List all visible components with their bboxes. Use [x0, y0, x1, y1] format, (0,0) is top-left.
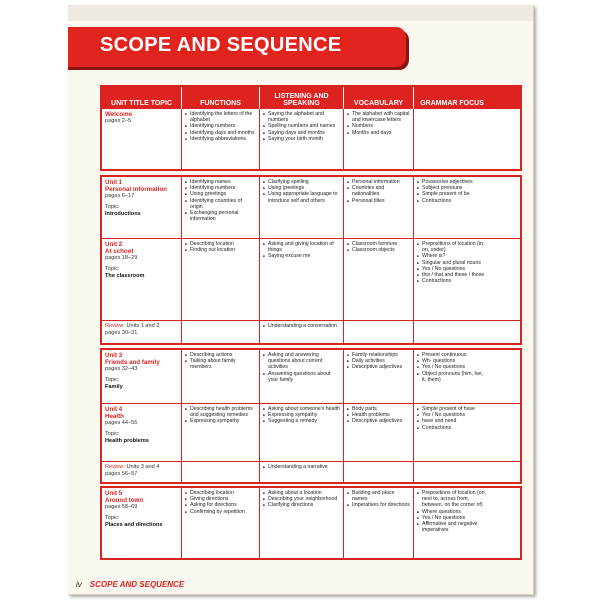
- topic-value: Health problems: [105, 438, 149, 445]
- list-item: ■ Identifying abbreviations: [185, 136, 256, 142]
- list-item: ■ The alphabet with capital and lowercase letters: [347, 111, 410, 123]
- functions-cell: [182, 321, 260, 343]
- unit-label: Unit 2: [105, 241, 123, 248]
- page-number: iv: [76, 580, 82, 589]
- list-item: ■ Subject pronouns: [417, 185, 487, 191]
- review-units: Units 3 and 4: [126, 464, 160, 470]
- listening-cell: [260, 404, 344, 461]
- list-item: ■ Identifying the letters of the alphabet: [185, 111, 256, 123]
- review-cell: [102, 462, 182, 482]
- table-row: [102, 404, 520, 462]
- list-item: ■ Saying your birth month: [263, 136, 340, 142]
- table-row: [102, 109, 520, 169]
- list-item: ■ Imperatives for directions: [347, 502, 410, 508]
- list-item: ■ Body parts: [347, 406, 410, 412]
- vocabulary-cell: [344, 462, 414, 482]
- grammar-list: [417, 490, 487, 533]
- list-item: ■ Prepositions of location (in, on, under): [417, 241, 487, 253]
- list-item: ■ Answering questions about your family: [263, 371, 340, 383]
- list-item: ■ Identifying numbers: [185, 185, 256, 191]
- functions-cell: [182, 177, 260, 238]
- listening-list: [263, 490, 340, 509]
- list-item: ■ Describing your neighborhood: [263, 496, 340, 502]
- top-band: [68, 5, 534, 21]
- list-item: ■ Yes / No questions: [417, 515, 487, 521]
- vocabulary-cell: [344, 350, 414, 403]
- functions-cell: [182, 462, 260, 482]
- vocabulary-list: [347, 241, 410, 253]
- list-item: ■ Saying excuse me: [263, 253, 340, 259]
- list-item: ■ Asking and answering questions about current activities: [263, 352, 340, 371]
- header-grammar: GRAMMAR FOCUS: [420, 100, 484, 107]
- list-item: ■ Expressing sympathy: [185, 418, 256, 424]
- list-item: ■ Yes / No questions: [417, 364, 487, 370]
- unit-pages: pages 44–55: [105, 420, 138, 427]
- vocabulary-list: [347, 406, 410, 425]
- unit-pages: pages 2–5: [105, 118, 132, 125]
- list-item: ■ Suggesting a remedy: [263, 418, 340, 424]
- unit-label: Unit 1: [105, 179, 123, 186]
- listening-list: [263, 241, 340, 260]
- unit-pages: pages 58–69: [105, 504, 138, 511]
- table-row: [102, 488, 520, 558]
- functions-cell: [182, 350, 260, 403]
- listening-cell: [260, 239, 344, 320]
- list-item: ■ Health problems: [347, 412, 410, 418]
- listening-list: [263, 464, 340, 470]
- list-item: ■ Describing actions: [185, 352, 256, 358]
- review-pages: pages 30–31: [105, 329, 138, 336]
- listening-list: [263, 406, 340, 425]
- listening-cell: [260, 462, 344, 482]
- header-functions: FUNCTIONS: [182, 87, 260, 109]
- grammar-list: [417, 352, 487, 383]
- page: [68, 5, 534, 595]
- unit-cell: [102, 177, 182, 238]
- unit-5-table: [100, 486, 522, 560]
- review-units: Units 1 and 2: [126, 323, 160, 329]
- list-item: ■ Classroom furniture: [347, 241, 410, 247]
- list-item: ■ Daily activities: [347, 358, 410, 364]
- list-item: ■ Finding out location: [185, 247, 256, 253]
- functions-list: [185, 111, 256, 142]
- topic-label: Topic:: [105, 515, 120, 522]
- list-item: ■ Identifying days and months: [185, 130, 256, 136]
- unit-name: Welcome: [105, 111, 133, 118]
- topic-label: Topic:: [105, 377, 120, 384]
- list-item: ■ Saying the alphabet and numbers: [263, 111, 340, 123]
- list-item: ■ Present continuous: [417, 352, 487, 358]
- review-row: [102, 462, 520, 482]
- header-vocabulary: VOCABULARY: [344, 87, 414, 109]
- unit-cell: [102, 488, 182, 558]
- functions-list: [185, 179, 256, 222]
- grammar-cell: [414, 462, 490, 482]
- table-row: [102, 177, 520, 239]
- units-1-2-table: [100, 175, 522, 345]
- unit-pages: pages 18–29: [105, 255, 138, 262]
- header-unit: UNIT TITLE TOPIC: [102, 87, 182, 109]
- list-item: ■ Contractions: [417, 198, 487, 204]
- list-item: ■ Building and place names: [347, 490, 410, 502]
- list-item: ■ Describing location: [185, 490, 256, 496]
- functions-cell: [182, 109, 260, 169]
- grammar-list: [417, 406, 487, 431]
- list-item: ■ Descriptive adjectives: [347, 364, 410, 370]
- list-item: ■ Describing health problems and suggesting remedies: [185, 406, 256, 418]
- list-item: ■ Using appropriate language to introduce self and others: [263, 191, 340, 203]
- list-item: ■ Saying days and months: [263, 130, 340, 136]
- listening-cell: [260, 109, 344, 169]
- topic-value: Introductions: [105, 211, 141, 218]
- list-item: ■ Singular and plural nouns: [417, 260, 487, 266]
- functions-cell: [182, 488, 260, 558]
- vocabulary-list: [347, 179, 410, 204]
- list-item: ■ Talking about family members: [185, 358, 256, 370]
- list-item: ■ Identifying numbers: [185, 123, 256, 129]
- running-title: SCOPE AND SEQUENCE: [89, 580, 185, 589]
- vocabulary-cell: [344, 404, 414, 461]
- topic-value: Family: [105, 384, 123, 391]
- unit-cell: [102, 350, 182, 403]
- listening-list: [263, 179, 340, 204]
- list-item: ■ Yes / No questions: [417, 412, 487, 418]
- list-item: ■ Prepositions of location (on, next to, across from, between, on the corner of): [417, 490, 487, 509]
- unit-label: Unit 3: [105, 352, 123, 359]
- header-listening: LISTENING AND SPEAKING: [260, 87, 344, 109]
- vocabulary-list: [347, 111, 410, 136]
- list-item: ■ Yes / No questions: [417, 266, 487, 272]
- functions-list: [185, 241, 256, 253]
- list-item: ■ Wh- questions: [417, 358, 487, 364]
- list-item: ■ Confirming by repetition: [185, 509, 256, 515]
- grammar-cell: [414, 239, 490, 320]
- units-3-4-table: [100, 348, 522, 484]
- unit-label: Unit 5: [105, 490, 123, 497]
- table-header: [102, 87, 520, 109]
- listening-cell: [260, 321, 344, 343]
- grammar-list: [417, 179, 487, 204]
- listening-list: [263, 111, 340, 142]
- list-item: ■ Asking and giving location of things: [263, 241, 340, 253]
- list-item: ■ Classroom objects: [347, 247, 410, 253]
- list-item: ■ Where questions: [417, 509, 487, 515]
- list-item: ■ Descriptive adjectives: [347, 418, 410, 424]
- review-label-text: Review:: [105, 323, 125, 329]
- list-item: ■ Object pronouns (him, her, it, them): [417, 371, 487, 383]
- vocabulary-cell: [344, 109, 414, 169]
- list-item: ■ Personal information: [347, 179, 410, 185]
- review-label-text: Review:: [105, 464, 125, 470]
- listening-list: [263, 352, 340, 383]
- list-item: ■ Describing location: [185, 241, 256, 247]
- table-row: [102, 350, 520, 404]
- grammar-cell: [414, 109, 490, 169]
- unit-cell: [102, 404, 182, 461]
- list-item: ■ Contractions: [417, 278, 487, 284]
- listening-cell: [260, 177, 344, 238]
- list-item: ■ Clarifying directions: [263, 502, 340, 508]
- list-item: ■ Personal titles: [347, 198, 410, 204]
- list-item: ■ Where is?: [417, 253, 487, 259]
- vocabulary-cell: [344, 488, 414, 558]
- welcome-table: [100, 85, 522, 171]
- review-label: [105, 323, 178, 330]
- grammar-cell: [414, 321, 490, 343]
- list-item: ■ Family relationships: [347, 352, 410, 358]
- functions-list: [185, 352, 256, 371]
- table-row: [102, 239, 520, 321]
- page-title: SCOPE AND SEQUENCE: [100, 34, 342, 56]
- list-item: ■ Asking for directions: [185, 502, 256, 508]
- unit-name: Personal information: [105, 186, 167, 194]
- list-item: ■ Giving directions: [185, 496, 256, 502]
- grammar-cell: [414, 350, 490, 403]
- unit-pages: pages 32–43: [105, 366, 138, 373]
- list-item: ■ Asking about someone's health: [263, 406, 340, 412]
- list-item: ■ Exchanging personal information: [185, 210, 256, 222]
- list-item: ■ Spelling numbers and names: [263, 123, 340, 129]
- unit-name: Around town: [105, 497, 144, 505]
- vocabulary-cell: [344, 177, 414, 238]
- vocabulary-list: [347, 352, 410, 371]
- functions-list: [185, 490, 256, 515]
- review-row: [102, 321, 520, 343]
- list-item: ■ Months and days: [347, 130, 410, 136]
- grammar-cell: [414, 488, 490, 558]
- list-item: ■ Simple present of have: [417, 406, 487, 412]
- unit-label: Unit 4: [105, 406, 123, 413]
- list-item: ■ this / that and these / those: [417, 272, 487, 278]
- grammar-cell: [414, 177, 490, 238]
- list-item: ■ Expressing sympathy: [263, 412, 340, 418]
- listening-list: [263, 323, 340, 329]
- list-item: ■ Using greetings: [263, 185, 340, 191]
- list-item: ■ Using greetings: [185, 191, 256, 197]
- review-cell: [102, 321, 182, 343]
- unit-cell: [102, 109, 182, 169]
- vocabulary-list: [347, 490, 410, 509]
- list-item: ■ Countries and nationalities: [347, 185, 410, 197]
- list-item: ■ Clarifying spelling: [263, 179, 340, 185]
- vocabulary-cell: [344, 321, 414, 343]
- grammar-cell: [414, 404, 490, 461]
- topic-value: Places and directions: [105, 522, 163, 529]
- topic-label: Topic:: [105, 204, 120, 211]
- list-item: ■ Possessive adjectives: [417, 179, 487, 185]
- list-item: ■ have and need: [417, 418, 487, 424]
- listening-cell: [260, 350, 344, 403]
- list-item: ■ Understanding a narrative: [263, 464, 340, 470]
- topic-label: Topic:: [105, 266, 120, 273]
- list-item: ■ Identifying names: [185, 179, 256, 185]
- review-label: [105, 464, 178, 471]
- page-footer: [76, 580, 184, 589]
- topic-label: Topic:: [105, 431, 120, 438]
- functions-cell: [182, 239, 260, 320]
- functions-list: [185, 406, 256, 425]
- unit-name: At school: [105, 248, 134, 256]
- unit-name: Health: [105, 413, 124, 421]
- list-item: ■ Identifying countries of origin: [185, 198, 256, 210]
- list-item: ■ Simple present of be: [417, 191, 487, 197]
- unit-cell: [102, 239, 182, 320]
- list-item: ■ Understanding a conversation: [263, 323, 340, 329]
- grammar-list: [417, 241, 487, 284]
- vocabulary-cell: [344, 239, 414, 320]
- review-pages: pages 56–57: [105, 470, 138, 477]
- list-item: ■ Contractions: [417, 425, 487, 431]
- functions-cell: [182, 404, 260, 461]
- topic-value: The classroom: [105, 273, 145, 280]
- listening-cell: [260, 488, 344, 558]
- list-item: ■ Asking about a location: [263, 490, 340, 496]
- list-item: ■ Numbers: [347, 123, 410, 129]
- unit-name: Friends and family: [105, 359, 160, 367]
- list-item: ■ Affirmative and negative imperatives: [417, 521, 487, 533]
- unit-pages: pages 6–17: [105, 193, 135, 200]
